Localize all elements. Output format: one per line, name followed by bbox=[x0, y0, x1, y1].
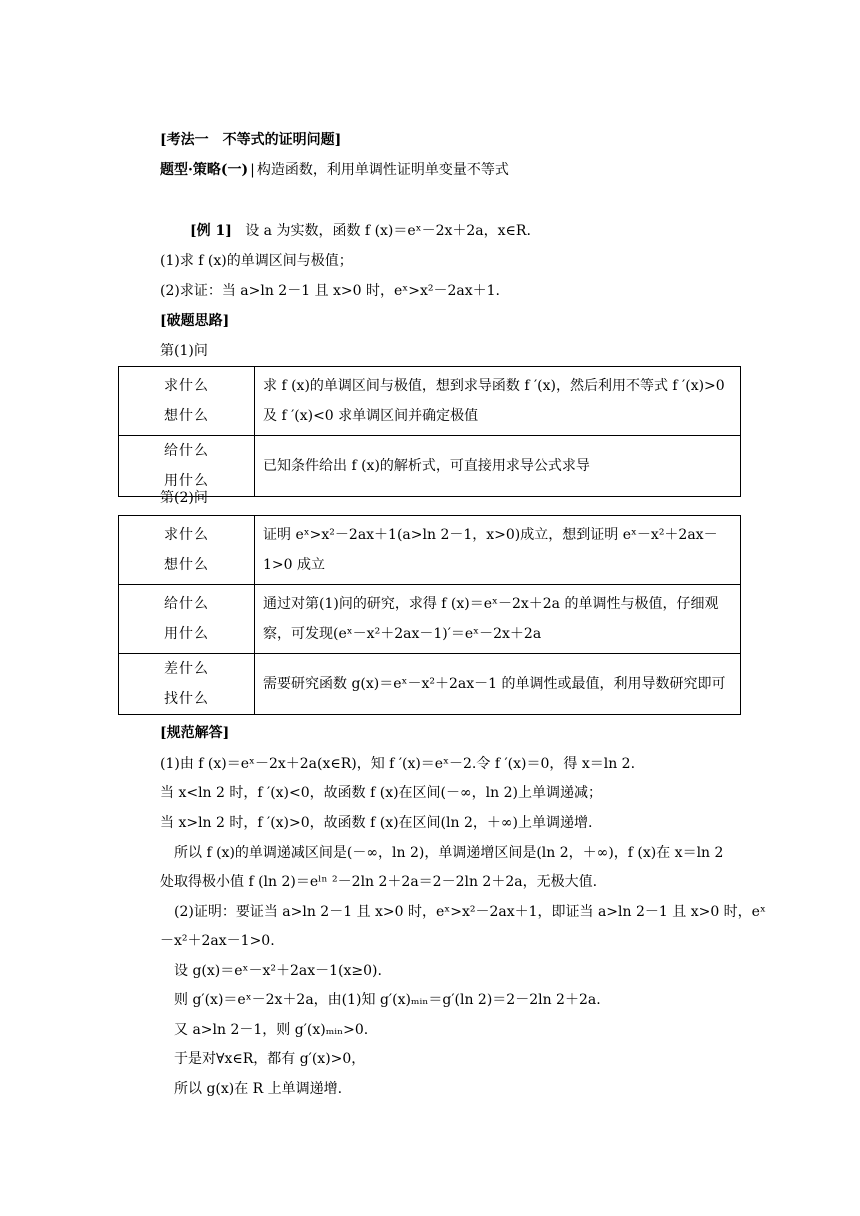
example-statement: 设 a 为实数，函数 f (x)＝eˣ－2x＋2a，x∈R. bbox=[245, 223, 531, 239]
row-key-cell bbox=[119, 654, 255, 715]
table-row bbox=[119, 367, 741, 436]
key-ask: 求什么 bbox=[164, 378, 209, 394]
key-lack: 差什么 bbox=[164, 661, 209, 677]
example-tag: [例 1] bbox=[190, 223, 232, 239]
solution-line: (2)证明：要证当 a>ln 2－1 且 x>0 时，eˣ>x²－2ax＋1，即证当 a>ln 2－1 且 x>0 时，eˣ bbox=[160, 904, 766, 920]
part1-table bbox=[118, 366, 741, 497]
section-title: [考法一 不等式的证明问题] bbox=[160, 132, 342, 148]
row-key-cell bbox=[119, 516, 255, 585]
part2-label: 第(2)问 bbox=[160, 490, 208, 506]
solution-line: 所以 g(x)在 R 上单调递增. bbox=[160, 1081, 343, 1097]
solution-line: 当 x<ln 2 时，f ′(x)<0，故函数 f (x)在区间(－∞，ln 2)上单调递减； bbox=[160, 785, 602, 801]
solution-line: 于是对∀x∈R，都有 g′(x)>0， bbox=[160, 1051, 366, 1067]
row-value-cell: 已知条件给出 f (x)的解析式，可直接用求导公式求导 bbox=[255, 436, 741, 497]
solution-title: [规范解答] bbox=[160, 725, 230, 741]
solution-line: 则 g′(x)＝eˣ－2x＋2a，由(1)知 g′(x)ₘᵢₙ＝g′(ln 2)＝2－2ln 2＋2a. bbox=[160, 992, 601, 1008]
key-think: 想什么 bbox=[164, 408, 209, 424]
strategy-divider: | bbox=[250, 162, 255, 178]
row-key-cell bbox=[119, 367, 255, 436]
row-value-cell: 证明 eˣ>x²－2ax＋1(a>ln 2－1，x>0)成立，想到证明 eˣ－x²＋2ax－1>0 成立 bbox=[255, 516, 741, 585]
row-value-cell: 需要研究函数 g(x)＝eˣ－x²＋2ax－1 的单调性或最值，利用导数研究即可 bbox=[255, 654, 741, 715]
solution-line: 当 x>ln 2 时，f ′(x)>0，故函数 f (x)在区间(ln 2，＋∞)上单调递增. bbox=[160, 815, 593, 831]
example-question-2: (2)求证：当 a>ln 2－1 且 x>0 时，eˣ>x²－2ax＋1. bbox=[160, 283, 500, 299]
analysis-title: [破题思路] bbox=[160, 313, 230, 329]
part2-table bbox=[118, 515, 741, 715]
strategy-text: 构造函数，利用单调性证明单变量不等式 bbox=[256, 162, 509, 178]
key-ask: 求什么 bbox=[164, 527, 209, 543]
row-key-cell bbox=[119, 585, 255, 654]
solution-line: (1)由 f (x)＝eˣ－2x＋2a(x∈R)，知 f ′(x)＝eˣ－2.令 f ′(x)＝0，得 x＝ln 2. bbox=[160, 756, 636, 772]
strategy-label: 题型·策略(一) bbox=[160, 162, 249, 178]
example-statement-line bbox=[190, 220, 531, 242]
key-given: 给什么 bbox=[164, 596, 209, 612]
key-given: 给什么 bbox=[164, 443, 209, 459]
key-think: 想什么 bbox=[164, 557, 209, 573]
key-use: 用什么 bbox=[164, 626, 209, 642]
row-value-cell: 通过对第(1)问的研究，求得 f (x)＝eˣ－2x＋2a 的单调性与极值，仔细观察，可发现(eˣ－x²＋2ax－1)′＝eˣ－2x＋2a bbox=[255, 585, 741, 654]
solution-line: 设 g(x)＝eˣ－x²＋2ax－1(x≥0). bbox=[160, 963, 382, 979]
example-question-1: (1)求 f (x)的单调区间与极值； bbox=[160, 253, 353, 269]
solution-line: －x²＋2ax－1>0. bbox=[160, 933, 275, 949]
solution-line: 又 a>ln 2－1，则 g′(x)ₘᵢₙ>0. bbox=[160, 1022, 369, 1038]
solution-line: 所以 f (x)的单调递减区间是(－∞，ln 2)，单调递增区间是(ln 2，＋∞)，f (x)在 x＝ln 2 bbox=[160, 845, 724, 861]
table-row bbox=[119, 436, 741, 497]
key-find: 找什么 bbox=[164, 691, 209, 707]
row-value-cell: 求 f (x)的单调区间与极值，想到求导函数 f ′(x)，然后利用不等式 f ′(x)>0 及 f ′(x)<0 求单调区间并确定极值 bbox=[255, 367, 741, 436]
key-use: 用什么 bbox=[164, 473, 209, 489]
part1-label: 第(1)问 bbox=[160, 343, 208, 359]
table-row bbox=[119, 585, 741, 654]
table-row bbox=[119, 516, 741, 585]
table-row bbox=[119, 654, 741, 715]
strategy-heading bbox=[160, 159, 509, 181]
solution-line: 处取得极小值 f (ln 2)＝eˡⁿ ²－2ln 2＋2a＝2－2ln 2＋2a，无极大值. bbox=[160, 874, 598, 890]
